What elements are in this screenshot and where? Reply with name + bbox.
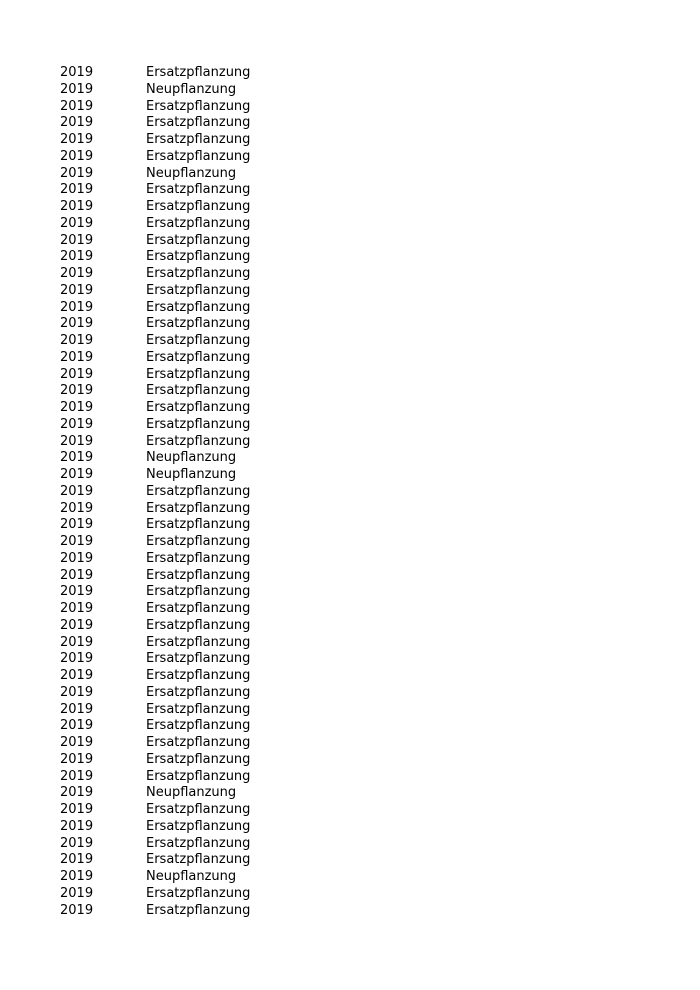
year-cell: 2019: [60, 182, 94, 198]
table-row: [60, 484, 346, 501]
planting-type-cell: Ersatzpflanzung: [146, 634, 251, 650]
year-cell: 2019: [60, 818, 94, 834]
table-row: [60, 819, 346, 836]
table-row: [60, 300, 346, 317]
planting-type-cell: Ersatzpflanzung: [146, 182, 251, 198]
table-row: [60, 836, 346, 853]
table-row: [60, 65, 346, 82]
planting-type-cell: Ersatzpflanzung: [146, 517, 251, 533]
table-row: [60, 417, 346, 434]
year-cell: 2019: [60, 869, 94, 884]
planting-type-cell: Ersatzpflanzung: [146, 282, 251, 298]
year-cell: 2019: [60, 349, 94, 365]
table-row: [60, 199, 346, 216]
year-cell: 2019: [60, 483, 94, 499]
table-row: [60, 434, 346, 451]
table-row: [60, 216, 346, 233]
table-row: [60, 283, 346, 300]
table-row: [60, 333, 346, 350]
planting-type-cell: Ersatzpflanzung: [146, 65, 251, 80]
table-row: [60, 316, 346, 333]
year-cell: 2019: [60, 567, 94, 583]
planting-type-cell: Ersatzpflanzung: [146, 148, 251, 164]
planting-type-cell: Ersatzpflanzung: [146, 366, 251, 382]
planting-type-cell: Ersatzpflanzung: [146, 550, 251, 566]
year-cell: 2019: [60, 416, 94, 432]
table-row: [60, 568, 346, 585]
table-row: [60, 651, 346, 668]
table-row: [60, 618, 346, 635]
table-row: [60, 802, 346, 819]
planting-type-cell: Ersatzpflanzung: [146, 885, 251, 901]
year-cell: 2019: [60, 534, 94, 549]
planting-type-cell: Neupflanzung: [146, 869, 237, 884]
year-cell: 2019: [60, 617, 94, 633]
planting-type-cell: Ersatzpflanzung: [146, 299, 251, 315]
year-cell: 2019: [60, 299, 94, 315]
year-cell: 2019: [60, 852, 94, 868]
year-cell: 2019: [60, 148, 94, 164]
planting-type-cell: Neupflanzung: [146, 81, 237, 97]
planting-type-cell: Ersatzpflanzung: [146, 617, 251, 633]
planting-type-cell: Ersatzpflanzung: [146, 249, 251, 265]
table-row: [60, 668, 346, 685]
year-cell: 2019: [60, 65, 94, 80]
year-cell: 2019: [60, 81, 94, 97]
table-row: [60, 82, 346, 99]
year-cell: 2019: [60, 651, 94, 667]
planting-type-cell: Ersatzpflanzung: [146, 316, 251, 332]
table-row: [60, 266, 346, 283]
table-row: [60, 635, 346, 652]
planting-type-cell: Ersatzpflanzung: [146, 718, 251, 734]
year-cell: 2019: [60, 115, 94, 131]
planting-type-cell: Ersatzpflanzung: [146, 567, 251, 583]
table-row: [60, 735, 346, 752]
planting-type-cell: Ersatzpflanzung: [146, 735, 251, 750]
table-row: [60, 752, 346, 769]
planting-type-cell: Ersatzpflanzung: [146, 651, 251, 667]
planting-type-cell: Neupflanzung: [146, 785, 237, 801]
year-cell: 2019: [60, 467, 94, 482]
table-row: [60, 249, 346, 266]
planting-type-cell: Ersatzpflanzung: [146, 818, 251, 834]
planting-type-cell: Ersatzpflanzung: [146, 835, 251, 851]
table-row: [60, 149, 346, 166]
planting-type-cell: Ersatzpflanzung: [146, 416, 251, 432]
table-row: [60, 383, 346, 400]
table-row: [60, 685, 346, 702]
planting-type-cell: Ersatzpflanzung: [146, 902, 251, 918]
planting-type-cell: Neupflanzung: [146, 467, 237, 482]
year-cell: 2019: [60, 333, 94, 348]
year-cell: 2019: [60, 668, 94, 683]
planting-type-cell: Ersatzpflanzung: [146, 98, 251, 114]
year-cell: 2019: [60, 266, 94, 281]
table-row: [60, 400, 346, 417]
planting-type-cell: Ersatzpflanzung: [146, 584, 251, 600]
planting-type-cell: Ersatzpflanzung: [146, 132, 251, 147]
planting-type-cell: Ersatzpflanzung: [146, 852, 251, 868]
table-row: [60, 869, 346, 886]
table-row: [60, 166, 346, 183]
year-cell: 2019: [60, 751, 94, 767]
planting-type-cell: Ersatzpflanzung: [146, 684, 251, 700]
year-cell: 2019: [60, 132, 94, 147]
table-row: [60, 886, 346, 903]
year-cell: 2019: [60, 885, 94, 901]
planting-type-cell: Ersatzpflanzung: [146, 768, 251, 784]
year-cell: 2019: [60, 517, 94, 533]
year-cell: 2019: [60, 366, 94, 382]
table-row: [60, 99, 346, 116]
table-row: [60, 718, 346, 735]
planting-type-cell: Ersatzpflanzung: [146, 483, 251, 499]
year-cell: 2019: [60, 684, 94, 700]
year-cell: 2019: [60, 383, 94, 399]
year-cell: 2019: [60, 584, 94, 600]
planting-type-cell: Ersatzpflanzung: [146, 601, 251, 616]
year-cell: 2019: [60, 500, 94, 516]
year-cell: 2019: [60, 550, 94, 566]
table-row: [60, 450, 346, 467]
planting-type-cell: Ersatzpflanzung: [146, 199, 251, 214]
year-cell: 2019: [60, 232, 94, 248]
year-cell: 2019: [60, 215, 94, 231]
year-cell: 2019: [60, 785, 94, 801]
planting-type-cell: Ersatzpflanzung: [146, 500, 251, 516]
planting-type-cell: Ersatzpflanzung: [146, 333, 251, 348]
year-cell: 2019: [60, 735, 94, 750]
year-cell: 2019: [60, 601, 94, 616]
planting-type-cell: Ersatzpflanzung: [146, 433, 251, 449]
table-row: [60, 115, 346, 132]
planting-type-cell: Ersatzpflanzung: [146, 115, 251, 131]
year-cell: 2019: [60, 634, 94, 650]
planting-type-cell: Neupflanzung: [146, 450, 237, 466]
planting-type-cell: Ersatzpflanzung: [146, 400, 251, 415]
table-row: [60, 233, 346, 250]
year-cell: 2019: [60, 450, 94, 466]
table-row: [60, 182, 346, 199]
planting-type-cell: Ersatzpflanzung: [146, 349, 251, 365]
year-cell: 2019: [60, 316, 94, 332]
year-cell: 2019: [60, 165, 94, 181]
planting-type-cell: Neupflanzung: [146, 165, 237, 181]
table-row: [60, 350, 346, 367]
planting-type-cell: Ersatzpflanzung: [146, 266, 251, 281]
table-row: [60, 467, 346, 484]
year-cell: 2019: [60, 902, 94, 918]
year-cell: 2019: [60, 433, 94, 449]
table-row: [60, 132, 346, 149]
year-cell: 2019: [60, 701, 94, 717]
planting-type-cell: Ersatzpflanzung: [146, 668, 251, 683]
table-row: [60, 584, 346, 601]
table-row: [60, 601, 346, 618]
year-cell: 2019: [60, 835, 94, 851]
year-cell: 2019: [60, 400, 94, 415]
year-cell: 2019: [60, 802, 94, 817]
table-row: [60, 769, 346, 786]
planting-type-cell: Ersatzpflanzung: [146, 802, 251, 817]
table-row: [60, 501, 346, 518]
year-cell: 2019: [60, 98, 94, 114]
year-cell: 2019: [60, 199, 94, 214]
planting-type-cell: Ersatzpflanzung: [146, 701, 251, 717]
planting-type-cell: Ersatzpflanzung: [146, 232, 251, 248]
year-cell: 2019: [60, 768, 94, 784]
planting-type-cell: Ersatzpflanzung: [146, 215, 251, 231]
table-row: [60, 367, 346, 384]
planting-table: [60, 65, 346, 919]
year-cell: 2019: [60, 718, 94, 734]
planting-type-cell: Ersatzpflanzung: [146, 751, 251, 767]
planting-type-cell: Ersatzpflanzung: [146, 383, 251, 399]
table-row: [60, 903, 346, 920]
table-row: [60, 852, 346, 869]
year-cell: 2019: [60, 249, 94, 265]
table-row: [60, 517, 346, 534]
planting-type-cell: Ersatzpflanzung: [146, 534, 251, 549]
table-row: [60, 785, 346, 802]
table-row: [60, 551, 346, 568]
table-row: [60, 702, 346, 719]
table-row: [60, 534, 346, 551]
year-cell: 2019: [60, 282, 94, 298]
